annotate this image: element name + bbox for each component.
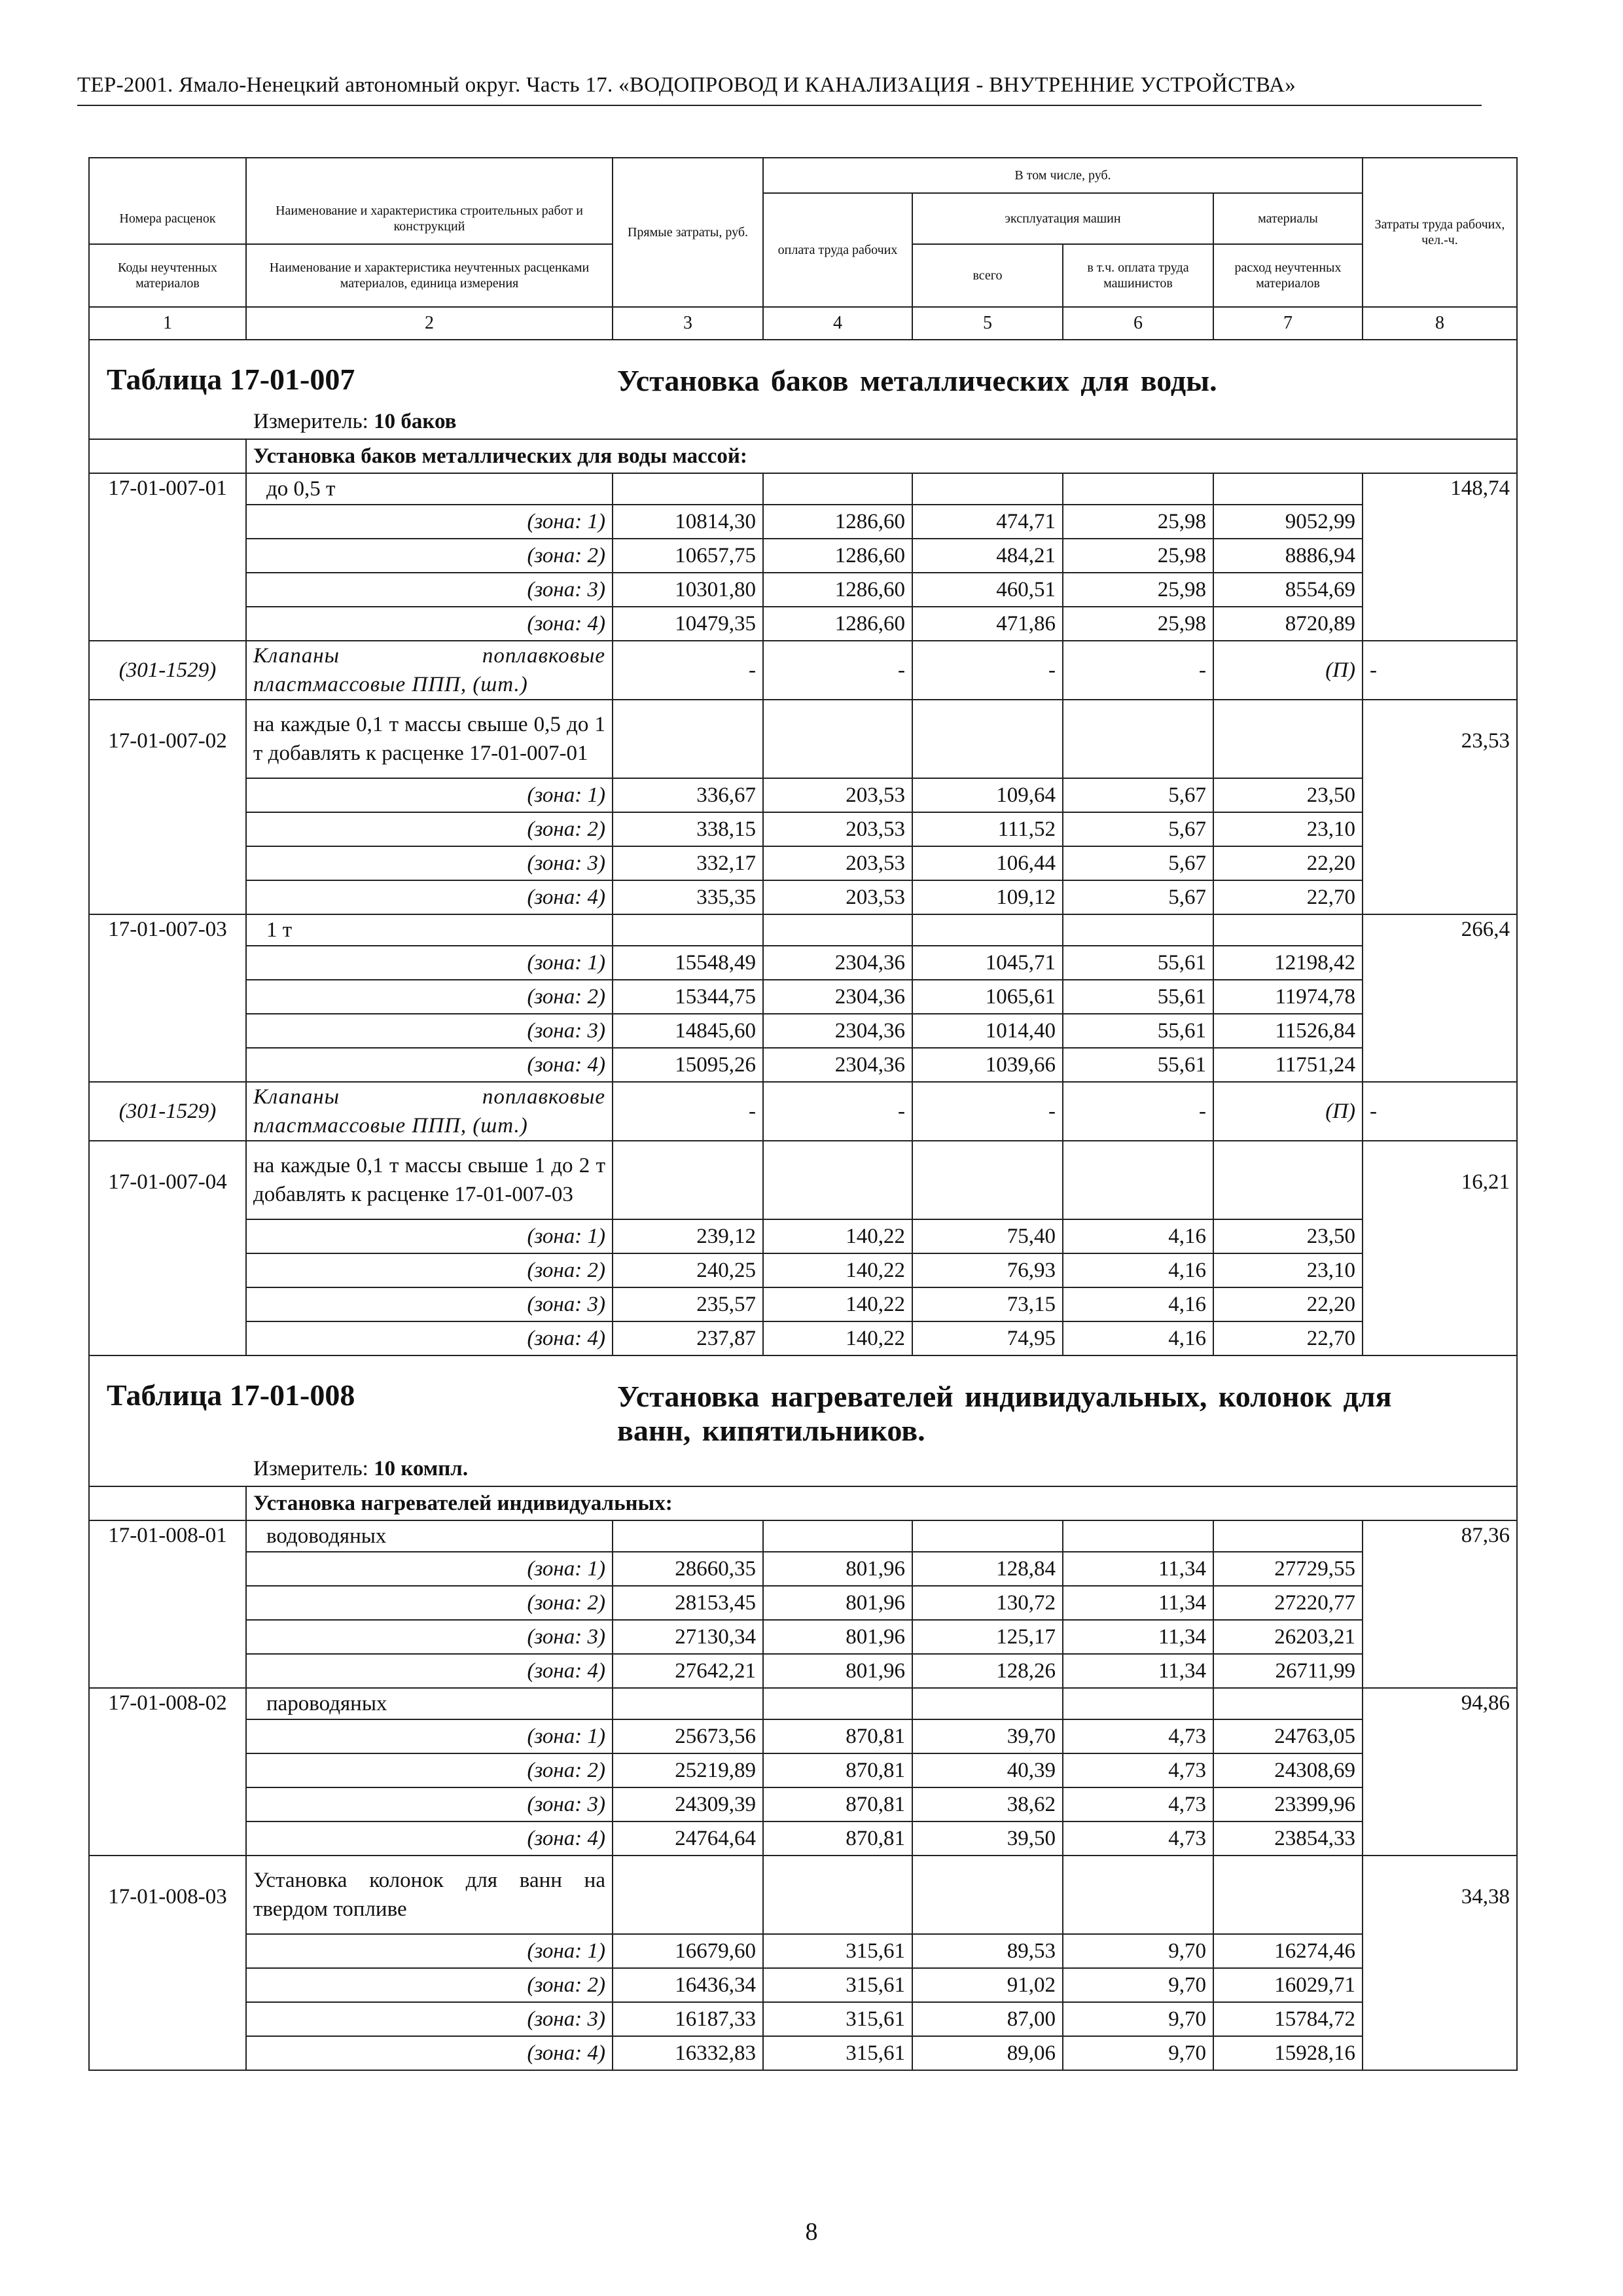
empty-cell xyxy=(763,700,912,778)
machine-total: 474,71 xyxy=(912,505,1063,539)
materials-cost: 16029,71 xyxy=(1213,1968,1363,2002)
rate-code: 17-01-008-02 xyxy=(89,1688,246,1856)
worker-pay: 203,53 xyxy=(763,778,912,812)
materials-cost: 22,20 xyxy=(1213,846,1363,880)
section-spacer xyxy=(89,439,246,473)
col2-header-top: Наименование и характеристика строительных работ и конструкций xyxy=(246,193,613,244)
labor-cost: 23,53 xyxy=(1363,700,1517,914)
machine-total: 111,52 xyxy=(912,812,1063,846)
empty-cell xyxy=(1063,914,1213,946)
empty-cell xyxy=(1063,700,1213,778)
material-worker-pay: - xyxy=(763,641,912,700)
direct-cost: 25219,89 xyxy=(613,1753,763,1787)
material-labor: - xyxy=(1363,1082,1517,1141)
direct-cost: 24309,39 xyxy=(613,1787,763,1821)
empty-cell xyxy=(912,1141,1063,1219)
empty-cell xyxy=(613,473,763,505)
material-code: (301-1529) xyxy=(89,1082,246,1141)
worker-pay: 140,22 xyxy=(763,1287,912,1321)
machinist-pay: 4,16 xyxy=(1063,1253,1213,1287)
col-number: 4 xyxy=(763,307,912,340)
empty-cell xyxy=(1213,1520,1363,1552)
material-code: (301-1529) xyxy=(89,641,246,700)
materials-cost: 26203,21 xyxy=(1213,1620,1363,1654)
zone-label: (зона: 2) xyxy=(246,980,613,1014)
material-direct-cost: - xyxy=(613,1082,763,1141)
direct-cost: 14845,60 xyxy=(613,1014,763,1048)
rate-code: 17-01-007-01 xyxy=(89,473,246,641)
worker-pay: 2304,36 xyxy=(763,1048,912,1082)
col2-header-bottom: Наименование и характеристика неучтенных расценками материалов, единица измерения xyxy=(246,244,613,307)
materials-cost: 27220,77 xyxy=(1213,1586,1363,1620)
col-number: 3 xyxy=(613,307,763,340)
zone-label: (зона: 4) xyxy=(246,1821,613,1856)
machine-total: 128,26 xyxy=(912,1654,1063,1688)
col-number: 8 xyxy=(1363,307,1517,340)
machinist-pay: 25,98 xyxy=(1063,607,1213,641)
direct-cost: 10814,30 xyxy=(613,505,763,539)
zone-label: (зона: 3) xyxy=(246,1620,613,1654)
col4-header: оплата труда рабочих xyxy=(763,193,912,307)
empty-cell xyxy=(1213,1856,1363,1934)
machinist-pay: 25,98 xyxy=(1063,539,1213,573)
materials-cost: 8554,69 xyxy=(1213,573,1363,607)
machine-total: 1039,66 xyxy=(912,1048,1063,1082)
materials-cost: 22,70 xyxy=(1213,880,1363,914)
meter-value: 10 компл. xyxy=(374,1457,469,1480)
worker-pay: 870,81 xyxy=(763,1719,912,1753)
empty-cell xyxy=(1213,473,1363,505)
empty-cell xyxy=(763,914,912,946)
group-header: В том числе, руб. xyxy=(763,158,1363,193)
zone-label: (зона: 2) xyxy=(246,812,613,846)
materials-cost: 23,10 xyxy=(1213,1253,1363,1287)
worker-pay: 140,22 xyxy=(763,1321,912,1355)
direct-cost: 24764,64 xyxy=(613,1821,763,1856)
worker-pay: 315,61 xyxy=(763,1934,912,1968)
empty-cell xyxy=(912,1520,1063,1552)
table-name: Установка баков металлических для воды. xyxy=(617,364,1217,397)
materials-cost: 8720,89 xyxy=(1213,607,1363,641)
direct-cost: 16436,34 xyxy=(613,1968,763,2002)
empty-cell xyxy=(613,1856,763,1934)
col-number: 5 xyxy=(912,307,1063,340)
empty-cell xyxy=(763,1520,912,1552)
zone-label: (зона: 4) xyxy=(246,1654,613,1688)
machinist-pay: 5,67 xyxy=(1063,880,1213,914)
machine-total: 1065,61 xyxy=(912,980,1063,1014)
worker-pay: 203,53 xyxy=(763,846,912,880)
worker-pay: 140,22 xyxy=(763,1219,912,1253)
materials-header: материалы xyxy=(1213,193,1363,244)
materials-cost: 9052,99 xyxy=(1213,505,1363,539)
zone-label: (зона: 1) xyxy=(246,505,613,539)
machine-total: 125,17 xyxy=(912,1620,1063,1654)
zone-label: (зона: 1) xyxy=(246,1719,613,1753)
machinist-pay: 25,98 xyxy=(1063,573,1213,607)
machine-total: 38,62 xyxy=(912,1787,1063,1821)
rate-code: 17-01-007-02 xyxy=(89,700,246,914)
machinist-pay: 9,70 xyxy=(1063,1934,1213,1968)
machine-total: 89,53 xyxy=(912,1934,1063,1968)
price-table xyxy=(88,157,1518,2071)
material-machinist-pay: - xyxy=(1063,1082,1213,1141)
machinist-pay: 11,34 xyxy=(1063,1586,1213,1620)
col1-header-bottom: Коды неучтенных материалов xyxy=(89,244,246,307)
material-machine-total: - xyxy=(912,1082,1063,1141)
empty-cell xyxy=(763,1141,912,1219)
direct-cost: 10301,80 xyxy=(613,573,763,607)
worker-pay: 203,53 xyxy=(763,812,912,846)
machine-total: 39,50 xyxy=(912,1821,1063,1856)
page-number: 8 xyxy=(805,2218,818,2246)
machinist-pay: 4,16 xyxy=(1063,1219,1213,1253)
worker-pay: 870,81 xyxy=(763,1787,912,1821)
machinist-pay: 11,34 xyxy=(1063,1552,1213,1586)
empty-cell xyxy=(912,914,1063,946)
materials-cost: 15928,16 xyxy=(1213,2036,1363,2070)
col-number: 1 xyxy=(89,307,246,340)
zone-label: (зона: 3) xyxy=(246,1014,613,1048)
rate-description: на каждые 0,1 т массы свыше 1 до 2 т добавлять к расценке 17-01-007-03 xyxy=(246,1141,613,1219)
empty-cell xyxy=(763,473,912,505)
material-machinist-pay: - xyxy=(1063,641,1213,700)
direct-cost: 25673,56 xyxy=(613,1719,763,1753)
zone-label: (зона: 1) xyxy=(246,1552,613,1586)
direct-cost: 15095,26 xyxy=(613,1048,763,1082)
table-name: Установка нагревателей индивидуальных, колонок для ванн, кипятильников. xyxy=(617,1380,1392,1447)
table-title: Таблица 17-01-007 xyxy=(107,363,355,396)
direct-cost: 332,17 xyxy=(613,846,763,880)
machinist-pay: 55,61 xyxy=(1063,946,1213,980)
zone-label: (зона: 3) xyxy=(246,573,613,607)
machine-total: 89,06 xyxy=(912,2036,1063,2070)
materials-cost: 27729,55 xyxy=(1213,1552,1363,1586)
col1-header-top: Номера расценок xyxy=(89,193,246,244)
col6-header: в т.ч. оплата труда машинистов xyxy=(1063,244,1213,307)
section-spacer xyxy=(89,1486,246,1520)
machinist-pay: 4,73 xyxy=(1063,1821,1213,1856)
machinist-pay: 4,73 xyxy=(1063,1719,1213,1753)
worker-pay: 801,96 xyxy=(763,1654,912,1688)
machinist-pay: 4,73 xyxy=(1063,1787,1213,1821)
zone-label: (зона: 4) xyxy=(246,607,613,641)
empty-cell xyxy=(613,1520,763,1552)
empty-cell xyxy=(1213,1141,1363,1219)
direct-cost: 15548,49 xyxy=(613,946,763,980)
labor-cost: 34,38 xyxy=(1363,1856,1517,2070)
zone-label: (зона: 1) xyxy=(246,946,613,980)
materials-cost: 23,50 xyxy=(1213,1219,1363,1253)
machinist-pay: 5,67 xyxy=(1063,846,1213,880)
machinist-pay: 55,61 xyxy=(1063,1048,1213,1082)
zone-label: (зона: 4) xyxy=(246,2036,613,2070)
worker-pay: 1286,60 xyxy=(763,505,912,539)
machine-total: 91,02 xyxy=(912,1968,1063,2002)
worker-pay: 2304,36 xyxy=(763,946,912,980)
direct-cost: 235,57 xyxy=(613,1287,763,1321)
materials-cost: 23,10 xyxy=(1213,812,1363,846)
machine-total: 73,15 xyxy=(912,1287,1063,1321)
table-title-block xyxy=(89,1355,1517,1486)
machinist-pay: 9,70 xyxy=(1063,2002,1213,2036)
machine-total: 460,51 xyxy=(912,573,1063,607)
zone-label: (зона: 1) xyxy=(246,778,613,812)
machine-total: 106,44 xyxy=(912,846,1063,880)
machinist-pay: 11,34 xyxy=(1063,1620,1213,1654)
worker-pay: 870,81 xyxy=(763,1821,912,1856)
machinist-pay: 9,70 xyxy=(1063,2036,1213,2070)
machine-total: 109,64 xyxy=(912,778,1063,812)
material-name: Клапаны поплавковые пластмассовые ППП, (шт.) xyxy=(246,1082,613,1141)
direct-cost: 16332,83 xyxy=(613,2036,763,2070)
rate-description: на каждые 0,1 т массы свыше 0,5 до 1 т добавлять к расценке 17-01-007-01 xyxy=(246,700,613,778)
col1-header-top-spacer xyxy=(89,158,246,193)
zone-label: (зона: 1) xyxy=(246,1219,613,1253)
empty-cell xyxy=(1063,1688,1213,1719)
header-divider xyxy=(77,105,1482,106)
empty-cell xyxy=(1213,700,1363,778)
machinist-pay: 55,61 xyxy=(1063,980,1213,1014)
zone-label: (зона: 3) xyxy=(246,2002,613,2036)
page-header: ТЕР-2001. Ямало-Ненецкий автономный округ. Часть 17. «ВОДОПРОВОД И КАНАЛИЗАЦИЯ - ВНУТРЕННИЕ УСТРОЙСТВА» xyxy=(77,73,1296,97)
machinist-pay: 4,16 xyxy=(1063,1287,1213,1321)
materials-cost: 11751,24 xyxy=(1213,1048,1363,1082)
empty-cell xyxy=(1063,1141,1213,1219)
machinist-pay: 9,70 xyxy=(1063,1968,1213,2002)
materials-cost: 23,50 xyxy=(1213,778,1363,812)
empty-cell xyxy=(1213,914,1363,946)
empty-cell xyxy=(1063,1520,1213,1552)
zone-label: (зона: 4) xyxy=(246,880,613,914)
zone-label: (зона: 2) xyxy=(246,539,613,573)
materials-cost: 23854,33 xyxy=(1213,1821,1363,1856)
zone-label: (зона: 1) xyxy=(246,1934,613,1968)
direct-cost: 16187,33 xyxy=(613,2002,763,2036)
direct-cost: 338,15 xyxy=(613,812,763,846)
direct-cost: 10479,35 xyxy=(613,607,763,641)
labor-cost: 16,21 xyxy=(1363,1141,1517,1355)
worker-pay: 315,61 xyxy=(763,2036,912,2070)
direct-cost: 27642,21 xyxy=(613,1654,763,1688)
col3-header: Прямые затраты, руб. xyxy=(613,158,763,307)
machine-total: 471,86 xyxy=(912,607,1063,641)
empty-cell xyxy=(1063,473,1213,505)
materials-cost: 22,70 xyxy=(1213,1321,1363,1355)
direct-cost: 237,87 xyxy=(613,1321,763,1355)
worker-pay: 2304,36 xyxy=(763,980,912,1014)
direct-cost: 27130,34 xyxy=(613,1620,763,1654)
rate-code: 17-01-008-01 xyxy=(89,1520,246,1688)
direct-cost: 10657,75 xyxy=(613,539,763,573)
empty-cell xyxy=(763,1688,912,1719)
zone-label: (зона: 2) xyxy=(246,1253,613,1287)
machine-total: 87,00 xyxy=(912,2002,1063,2036)
materials-cost: 23399,96 xyxy=(1213,1787,1363,1821)
direct-cost: 15344,75 xyxy=(613,980,763,1014)
empty-cell xyxy=(613,700,763,778)
zone-label: (зона: 4) xyxy=(246,1048,613,1082)
meter-label: Измеритель: xyxy=(253,1457,368,1480)
col5-header: всего xyxy=(912,244,1063,307)
zone-label: (зона: 3) xyxy=(246,1287,613,1321)
empty-cell xyxy=(912,1856,1063,1934)
worker-pay: 2304,36 xyxy=(763,1014,912,1048)
worker-pay: 315,61 xyxy=(763,2002,912,2036)
worker-pay: 1286,60 xyxy=(763,539,912,573)
worker-pay: 1286,60 xyxy=(763,573,912,607)
empty-cell xyxy=(763,1856,912,1934)
direct-cost: 336,67 xyxy=(613,778,763,812)
materials-cost: 24763,05 xyxy=(1213,1719,1363,1753)
empty-cell xyxy=(1063,1856,1213,1934)
materials-cost: 26711,99 xyxy=(1213,1654,1363,1688)
machine-total: 130,72 xyxy=(912,1586,1063,1620)
col-number: 2 xyxy=(246,307,613,340)
machine-total: 39,70 xyxy=(912,1719,1063,1753)
machinist-pay: 25,98 xyxy=(1063,505,1213,539)
worker-pay: 801,96 xyxy=(763,1586,912,1620)
col2-header-top-spacer xyxy=(246,158,613,193)
col-number: 7 xyxy=(1213,307,1363,340)
direct-cost: 16679,60 xyxy=(613,1934,763,1968)
rate-code: 17-01-007-04 xyxy=(89,1141,246,1355)
zone-label: (зона: 4) xyxy=(246,1321,613,1355)
zone-label: (зона: 3) xyxy=(246,846,613,880)
machine-total: 1014,40 xyxy=(912,1014,1063,1048)
rate-code: 17-01-008-03 xyxy=(89,1856,246,2070)
labor-cost: 148,74 xyxy=(1363,473,1517,641)
worker-pay: 315,61 xyxy=(763,1968,912,2002)
machine-total: 109,12 xyxy=(912,880,1063,914)
material-consumption: (П) xyxy=(1213,1082,1363,1141)
table-meter xyxy=(253,407,456,436)
direct-cost: 28153,45 xyxy=(613,1586,763,1620)
empty-cell xyxy=(912,473,1063,505)
material-labor: - xyxy=(1363,641,1517,700)
meter-value: 10 баков xyxy=(374,410,457,433)
materials-cost: 12198,42 xyxy=(1213,946,1363,980)
machine-total: 75,40 xyxy=(912,1219,1063,1253)
machine-total: 40,39 xyxy=(912,1753,1063,1787)
machinist-pay: 55,61 xyxy=(1063,1014,1213,1048)
machinist-pay: 5,67 xyxy=(1063,812,1213,846)
machine-total: 128,84 xyxy=(912,1552,1063,1586)
material-name: Клапаны поплавковые пластмассовые ППП, (шт.) xyxy=(246,641,613,700)
worker-pay: 203,53 xyxy=(763,880,912,914)
zone-label: (зона: 3) xyxy=(246,1787,613,1821)
zone-label: (зона: 2) xyxy=(246,1753,613,1787)
machinist-pay: 11,34 xyxy=(1063,1654,1213,1688)
table-title: Таблица 17-01-008 xyxy=(107,1378,355,1412)
material-machine-total: - xyxy=(912,641,1063,700)
rate-description: до 0,5 т xyxy=(246,473,613,505)
machine-total: 484,21 xyxy=(912,539,1063,573)
material-direct-cost: - xyxy=(613,641,763,700)
materials-cost: 8886,94 xyxy=(1213,539,1363,573)
empty-cell xyxy=(613,1141,763,1219)
machine-total: 1045,71 xyxy=(912,946,1063,980)
rate-description: 1 т xyxy=(246,914,613,946)
empty-cell xyxy=(613,1688,763,1719)
table-meter xyxy=(253,1454,468,1483)
empty-cell xyxy=(613,914,763,946)
machinist-pay: 4,16 xyxy=(1063,1321,1213,1355)
direct-cost: 239,12 xyxy=(613,1219,763,1253)
machines-header: эксплуатация машин xyxy=(912,193,1213,244)
worker-pay: 801,96 xyxy=(763,1620,912,1654)
rate-description: пароводяных xyxy=(246,1688,613,1719)
labor-cost: 94,86 xyxy=(1363,1688,1517,1856)
zone-label: (зона: 2) xyxy=(246,1586,613,1620)
col7-header: расход неучтенных материалов xyxy=(1213,244,1363,307)
meter-label: Измеритель: xyxy=(253,410,368,433)
materials-cost: 11526,84 xyxy=(1213,1014,1363,1048)
materials-cost: 24308,69 xyxy=(1213,1753,1363,1787)
col8-header: Затраты труда рабочих, чел.-ч. xyxy=(1363,158,1517,307)
material-consumption: (П) xyxy=(1213,641,1363,700)
worker-pay: 801,96 xyxy=(763,1552,912,1586)
machine-total: 74,95 xyxy=(912,1321,1063,1355)
rate-description: Установка колонок для ванн на твердом топливе xyxy=(246,1856,613,1934)
worker-pay: 870,81 xyxy=(763,1753,912,1787)
direct-cost: 335,35 xyxy=(613,880,763,914)
empty-cell xyxy=(912,1688,1063,1719)
zone-label: (зона: 2) xyxy=(246,1968,613,2002)
table-title-block xyxy=(89,340,1517,439)
labor-cost: 87,36 xyxy=(1363,1520,1517,1688)
direct-cost: 28660,35 xyxy=(613,1552,763,1586)
empty-cell xyxy=(1213,1688,1363,1719)
machinist-pay: 5,67 xyxy=(1063,778,1213,812)
worker-pay: 1286,60 xyxy=(763,607,912,641)
machinist-pay: 4,73 xyxy=(1063,1753,1213,1787)
section-label: Установка баков металлических для воды массой: xyxy=(246,439,1517,473)
direct-cost: 240,25 xyxy=(613,1253,763,1287)
material-worker-pay: - xyxy=(763,1082,912,1141)
labor-cost: 266,4 xyxy=(1363,914,1517,1082)
materials-cost: 16274,46 xyxy=(1213,1934,1363,1968)
materials-cost: 11974,78 xyxy=(1213,980,1363,1014)
section-label: Установка нагревателей индивидуальных: xyxy=(246,1486,1517,1520)
col-number: 6 xyxy=(1063,307,1213,340)
materials-cost: 15784,72 xyxy=(1213,2002,1363,2036)
empty-cell xyxy=(912,700,1063,778)
rate-description: водоводяных xyxy=(246,1520,613,1552)
materials-cost: 22,20 xyxy=(1213,1287,1363,1321)
worker-pay: 140,22 xyxy=(763,1253,912,1287)
machine-total: 76,93 xyxy=(912,1253,1063,1287)
rate-code: 17-01-007-03 xyxy=(89,914,246,1082)
